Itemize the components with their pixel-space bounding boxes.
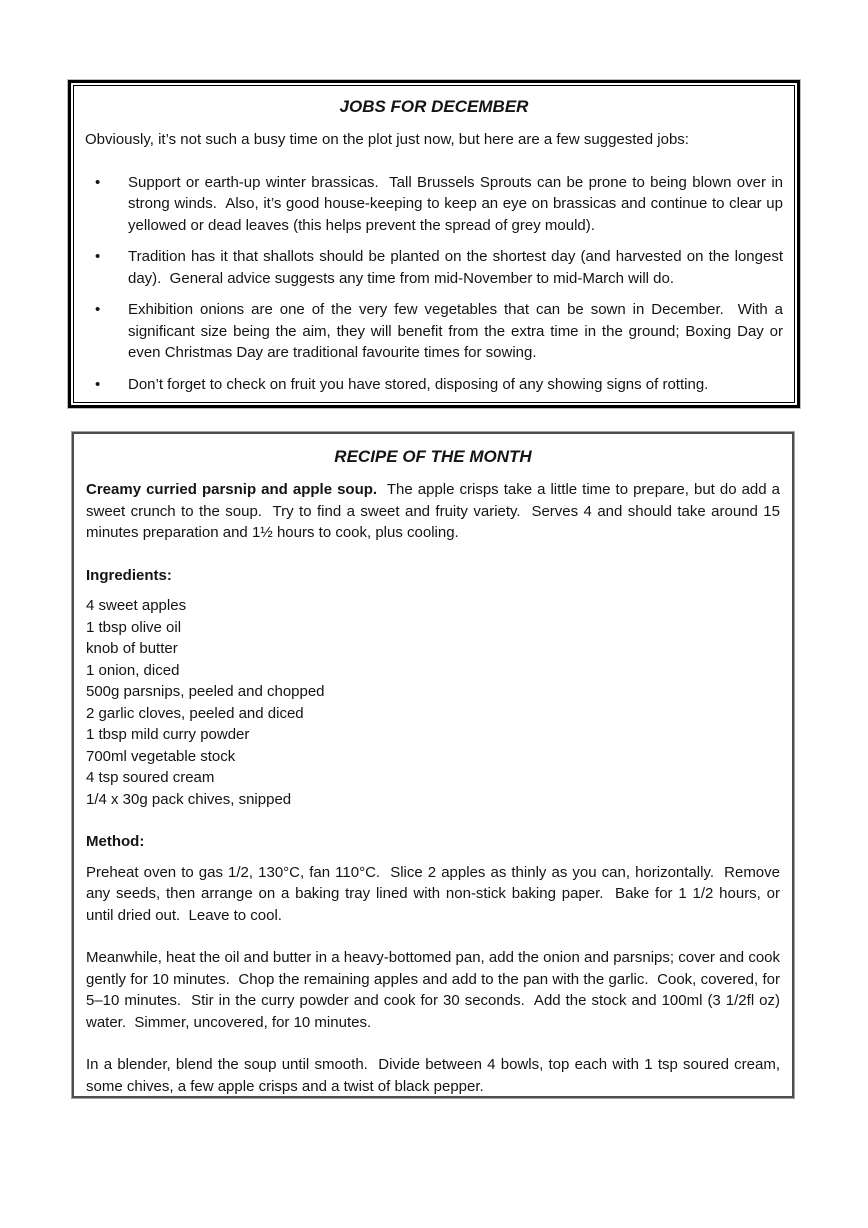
- recipe-box: [72, 432, 794, 1098]
- jobs-box-title: JOBS FOR DECEMBER: [339, 97, 529, 116]
- jobs-bullet-list: [85, 172, 788, 396]
- ingredient-line: knob of butter: [86, 640, 178, 657]
- ingredients-list: [86, 595, 780, 810]
- ingredients-heading: Ingredients:: [86, 566, 172, 584]
- ingredient-line: 500g parsnips, peeled and chopped: [86, 683, 325, 700]
- jobs-bullet-text: Tradition has it that shallots should be planted on the shortest day (and harvested on the longest day). General advice suggests any time from mid-November to mid-March will do.: [128, 248, 788, 287]
- bullet-marker: •: [95, 375, 101, 393]
- recipe-box-title: RECIPE OF THE MONTH: [334, 447, 532, 466]
- method-paragraph: In a blender, blend the soup until smooth. Divide between 4 bowls, top each with 1 tsp soured cream, some chives, a few apple crisps and a twist of black pepper.: [86, 1056, 785, 1095]
- jobs-bullet-item: [85, 299, 788, 364]
- ingredient-line: 1 tbsp olive oil: [86, 618, 182, 636]
- recipe-name-bold: Creamy curried parsnip and apple soup.: [86, 481, 378, 498]
- recipe-intro-paragraph: [86, 479, 785, 544]
- recipe-intro-rest: The apple crisps take a little time to prepare, but do add a sweet crunch to the soup. Try to find a sweet and fruity variety. Serves 4 and should take around 15 minutes preparation and 1½ hours to cook, plus cooling.: [86, 481, 785, 541]
- bullet-marker: •: [95, 248, 101, 265]
- bullet-marker: •: [95, 173, 101, 191]
- ingredient-line: 4 tsp soured cream: [86, 769, 215, 786]
- jobs-bullet-item: [85, 374, 783, 396]
- method-paragraph: Meanwhile, heat the oil and butter in a heavy-bottomed pan, add the onion and parsnips; cover and cook gently for 10 minutes. Chop the remaining apples and add to the pan with the garlic. Cook, covered, for 5–10 minutes. Stir in the curry powder and cook for 30 seconds. Add the stock and 100ml (3 1/2fl oz) water. Simmer, uncovered, for 10 minutes.: [86, 949, 785, 1031]
- method-paragraphs: [86, 862, 785, 1098]
- ingredient-line: 4 sweet apples: [86, 597, 187, 614]
- ingredient-line: 2 garlic cloves, peeled and diced: [86, 704, 304, 722]
- method-paragraph: Preheat oven to gas 1/2, 130°C, fan 110°C. Slice 2 apples as thinly as you can, horizontally. Remove any seeds, then arrange on a baking tray lined with non-stick baking paper. Bake for 1 1/2 hours, or until dried out. Leave to cool.: [86, 863, 785, 924]
- method-heading: Method:: [86, 833, 145, 850]
- jobs-bullet-text: Support or earth-up winter brassicas. Tall Brussels Sprouts can be prone to being blown over in strong winds. Also, it’s good house-keeping to keep an eye on brassicas and continue to clear up yellowed or dead leaves (this helps prevent the spread of grey mould).: [128, 173, 788, 234]
- jobs-bullet-item: [85, 172, 788, 237]
- ingredient-line: 1 onion, diced: [86, 661, 180, 679]
- bullet-marker: •: [95, 301, 101, 318]
- jobs-box-inner: [73, 85, 795, 403]
- ingredient-line: 1/4 x 30g pack chives, snipped: [86, 790, 292, 808]
- jobs-bullet-text: Don’t forget to check on fruit you have stored, disposing of any showing signs of rotting.: [128, 375, 709, 393]
- ingredient-line: 1 tbsp mild curry powder: [86, 726, 250, 743]
- jobs-intro-paragraph: Obviously, it’s not such a busy time on the plot just now, but here are a few suggested jobs:: [85, 131, 689, 148]
- jobs-bullet-item: [85, 246, 788, 289]
- ingredient-line: 700ml vegetable stock: [86, 747, 236, 765]
- jobs-bullet-text: Exhibition onions are one of the very few vegetables that can be sown in December. With a significant size being the aim, they will benefit from the extra time in the ground; Boxing Day or even Christmas Day are traditional favourite times for sowing.: [128, 301, 788, 361]
- jobs-box: [68, 80, 800, 408]
